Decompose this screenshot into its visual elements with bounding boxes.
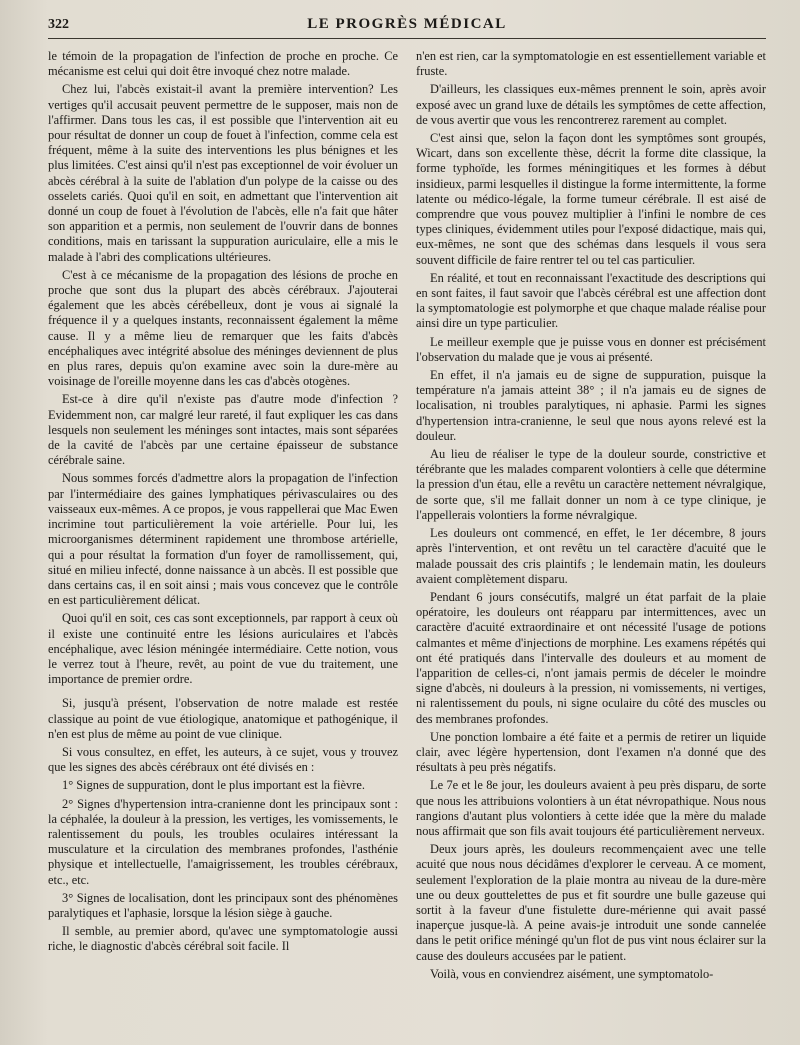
paragraph: Il semble, au premier abord, qu'avec une symptomatologie aussi riche, le diagnostic d'abcès cérébral soit facile. Il bbox=[48, 924, 398, 954]
paragraph: n'en est rien, car la symptomatologie en est essentiellement variable et fruste. bbox=[416, 49, 766, 79]
paragraph: Quoi qu'il en soit, ces cas sont exceptionnels, par rapport à ceux où il existe une continuité entre les lésions auriculaires et l'abcès encéphalique, avec lésion méningée intermédiaire. Cette notion, vous le verrez tout à l'heure, revêt, au point de vue du traitement, une importance de premier ordre. bbox=[48, 611, 398, 687]
paragraph: Si vous consultez, en effet, les auteurs, à ce sujet, vous y trouvez que les signes des abcès cérébraux ont été divisés en : bbox=[48, 744, 398, 775]
paragraph: C'est à ce mécanisme de la propagation des lésions de proche en proche que sont dus la plupart des abcès cérébraux. J'ajouterai également que les abcès cérébelleux, dont je vous ai signalé la fréquence il y a quelques instants, reconnaissent également la même cause. Il y a même lieu de remarquer que les faits d'abcès encéphaliques avec intégrité absolue des méninges deviennent de plus en plus rares, depuis qu'on examine avec soin la dure-mère au voisinage de l'oreille moyenne dans les cas d'abcès otogènes. bbox=[48, 267, 398, 389]
paragraph: Le 7e et le 8e jour, les douleurs avaient à peu près disparu, de sorte que nous les attribuions volontiers à un état névropathique. Nous nous rangions d'autant plus volontiers à cette idée que la mère du malade nous affirmait que son fils avait toujours été particulièrement nerveux. bbox=[416, 778, 766, 838]
paragraph: 2° Signes d'hypertension intra-cranienne dont les principaux sont : la céphalée, la douleur à la pression, les vertiges, les vomissements, le ralentissement du pouls, les troubles oculaires intéressant la musculature et la circulation des membranes profondes, l'asthénie physique et intellectuelle, l'amaigrissement, les troubles cérébraux, etc., etc. bbox=[48, 796, 398, 887]
paragraph: En effet, il n'a jamais eu de signe de suppuration, puisque la température n'a jamais atteint 38° ; il n'a jamais eu de signes de localisation, ni troubles paralytiques, ni aphasie. Parmi les signes d'hypertension intra-cranienne, le seul que nous ayons relevé est la douleur. bbox=[416, 368, 766, 443]
paragraph: Nous sommes forcés d'admettre alors la propagation de l'infection par l'intermédiaire des gaines lymphatiques périvasculaires ou des vaisseaux eux-mêmes. A ce propos, je vous rappellerai que Mac Ewen incrimine tout particulièrement la voie artérielle. Pour lui, les microorganismes déterminent rapidement une thrombose artérielle, qui a pour résultat la formation d'un foyer de ramollissement, qui, situé en milieu infecté, donne naissance à un abcès. Il est possible que dans certains cas, il en soit ainsi ; mais vous concevez que le contrôle en est particulièrement délicat. bbox=[48, 471, 398, 608]
right-column bbox=[416, 49, 766, 1029]
paragraph: Le meilleur exemple que je puisse vous en donner est précisément l'observation du malade que je vous ai présenté. bbox=[416, 334, 766, 364]
paragraph: Si, jusqu'à présent, l'observation de notre malade est restée classique au point de vue étiologique, anatomique et pathogénique, il n'en est plus de même au point de vue clinique. bbox=[48, 696, 398, 741]
paragraph: Voilà, vous en conviendrez aisément, une symptomatolo- bbox=[430, 966, 714, 981]
paragraph: 1° Signes de suppuration, dont le plus important est la fièvre. bbox=[62, 778, 365, 793]
paragraph: C'est ainsi que, selon la façon dont les symptômes sont groupés, Wicart, dans son excellente thèse, décrit la forme dite classique, la forme typhoïde, les formes méningitiques et les formes à début insidieux, parmi lesquelles il distingue la forme intermittente, la forme latente ou médico-légale, la forme tumeur cérébrale. Il est aisé de comprendre que vous pouvez multiplier à l'infini le nombre de ces types cliniques, évidemment utiles pour l'exposé didactique, mais qui, eux-mêmes, ne sont que des schémas dans lesquels il vous sera souvent difficile de faire rentrer tel ou tel cas particulier. bbox=[416, 131, 766, 267]
paragraph: Deux jours après, les douleurs recommençaient avec une telle acuité que nous nous décidâmes d'explorer le cerveau. A ce moment, seulement l'exploration de la plaie montra au niveau de la dure-mère une ou deux gouttelettes de pus et fit sourdre une bulle gazeuse qui sortit à la faveur d'une fistulette dure-mérienne qui avait passé inaperçue jusque-là. A peine avais-je introduit une sonde cannelée dans le petit orifice méningé qu'un flot de pus vint nous éclairer sur la cause des douleurs accusées par le patient. bbox=[416, 842, 766, 963]
page-header bbox=[48, 14, 766, 39]
left-column bbox=[48, 49, 398, 1029]
text-columns bbox=[48, 49, 766, 1029]
paragraph: le témoin de la propagation de l'infection de proche en proche. Ce mécanisme est celui qui doit être invoqué chez notre malade. bbox=[48, 49, 398, 79]
paragraph: Chez lui, l'abcès existait-il avant la première intervention? Les vertiges qu'il accusait peuvent permettre de le supposer, mais non de l'affirmer. Dans tous les cas, il est possible que l'intervention ait eu pour résultat de donner un coup de fouet à l'infection, comme cela est fréquent, même à la suite des interventions les plus bénignes et les plus limitées. C'est ainsi qu'il n'est pas exceptionnel de voir évoluer un abcès cérébral à la suite de l'ablation d'un polype de la caisse ou des osselets cariés. Quoi qu'il en soit, en admettant que l'intervention ait donné un coup de fouet à l'évolution de l'abcès, elle n'a fait que hâter son apparition et a permis, non seulement de l'ouvrir dans de bonnes conditions, mais en tarissant la suppuration auriculaire, elle a mis le malade à l'abri des complications ultérieures. bbox=[48, 82, 398, 264]
paragraph: Une ponction lombaire a été faite et a permis de retirer un liquide clair, avec légère hypertension, dont l'examen n'a donné que des résultats à peu près négatifs. bbox=[416, 729, 766, 775]
paragraph: D'ailleurs, les classiques eux-mêmes prennent le soin, après avoir exposé avec un grand luxe de détails les symptômes de cette affection, de vous avertir que vous les rencontrerez rarement au complet. bbox=[416, 82, 766, 127]
paragraph: Au lieu de réaliser le type de la douleur sourde, constrictive et térébrante que les malades comparent volontiers à celle que détermine la pression d'un étau, elle a revêtu un caractère nettement névralgique, de sorte que, s'il me fallait donner un nom à ce type clinique, je l'appellerais volontiers la forme névralgique. bbox=[416, 447, 766, 522]
journal-title: LE PROGRÈS MÉDICAL bbox=[307, 16, 507, 32]
paragraph: 3° Signes de localisation, dont les principaux sont des phénomènes paralytiques et l'aphasie, lorsque la lésion siège à gauche. bbox=[48, 890, 398, 920]
paragraph: Pendant 6 jours consécutifs, malgré un état parfait de la plaie opératoire, les douleurs ont réapparu par intermittences, avec un caractère d'acuité extraordinaire et ont nécessité l'usage de potions calmantes et même d'injections de morphine. Les examens répétés qui ont été pratiqués dans l'intervalle des douleurs et au moment de l'apparition de celles-ci, n'ont jamais permis de déceler le moindre signe d'abcès, ni douleurs à la pression, ni vomissements, ni vertiges, ni ralentissement du pouls, ni signe oculaire du côté des muscles ou des membranes profondes. bbox=[416, 589, 766, 726]
paragraph: En réalité, et tout en reconnaissant l'exactitude des descriptions qui en sont faites, il faut savoir que l'abcès cérébral est une affection dont la symptomatologie est polymorphe et que chaque malade réalise pour ainsi dire un type particulier. bbox=[416, 270, 766, 331]
paragraph: Est-ce à dire qu'il n'existe pas d'autre mode d'infection ? Evidemment non, car malgré leur rareté, il faut expliquer les cas dans lesquels non seulement les méninges sont intactes, mais sont séparées de la cavité de l'abcès par une certaine épaisseur de substance cérébrale saine. bbox=[48, 392, 398, 468]
paragraph: Les douleurs ont commencé, en effet, le 1er décembre, 8 jours après l'intervention, et ont revêtu un tel caractère d'acuité que le malade poussait des cris plaintifs ; le lendemain matin, les douleurs avaient complètement disparu. bbox=[416, 526, 766, 586]
page-number: 322 bbox=[48, 17, 69, 32]
